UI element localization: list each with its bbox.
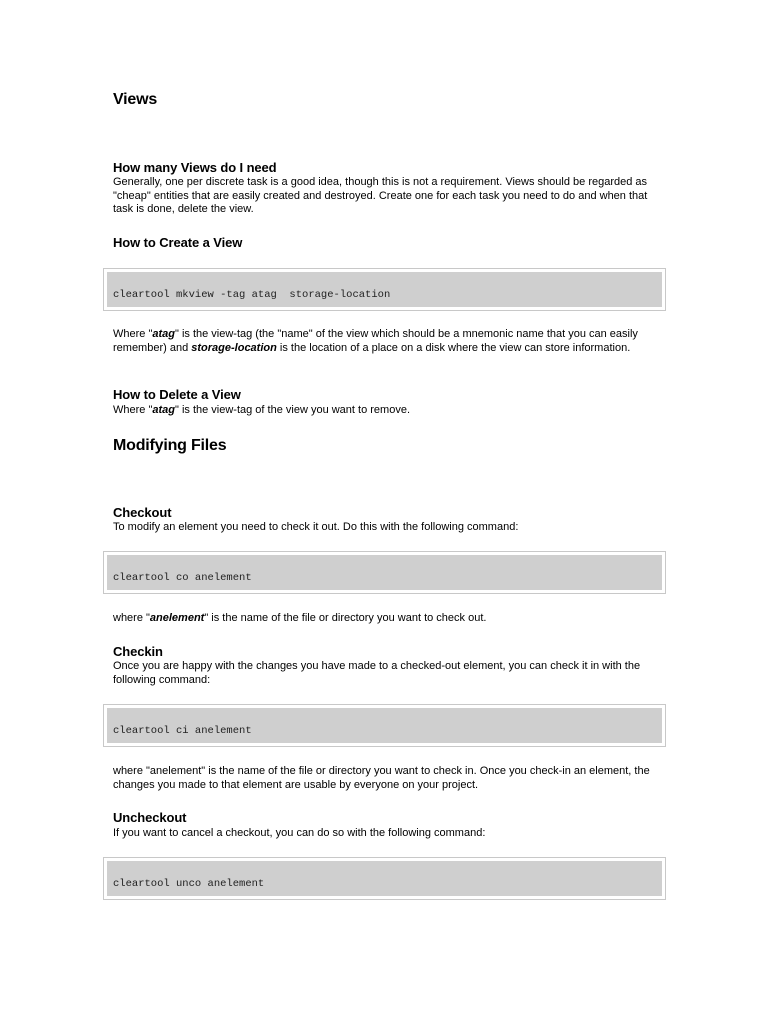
term-storage-location: storage-location [191,341,277,354]
heading-checkout: Checkout [113,505,172,520]
term-atag: atag [152,404,175,416]
code-block-checkin [103,704,666,747]
term-atag: atag [152,328,175,340]
paragraph-checkin: Once you are happy with the changes you have made to a checked-out element, you can check it in with the following command: [113,660,641,686]
paragraph-uncheckout: If you want to cancel a checkout, you can do so with the following command: [113,827,486,839]
code-text-mkview: cleartool mkview -tag atag storage-location [113,289,391,301]
heading-checkin: Checkin [113,644,163,659]
heading-create-view: How to Create a View [113,235,243,250]
section-title-views: Views [113,91,158,108]
heading-how-many-views: How many Views do I need [113,160,277,175]
paragraph-checkin-note: where "anelement" is the name of the file or directory you want to check in. Once you check-in an element, the changes you made to that element are usable by everyone on your project. [113,765,650,791]
code-block-mkview [103,268,666,311]
code-block-checkout [103,551,666,594]
code-block-uncheckout [103,857,666,900]
paragraph-checkout: To modify an element you need to check it out. Do this with the following command: [113,521,519,533]
section-title-modifying-files: Modifying Files [113,437,227,454]
code-text-checkout: cleartool co anelement [113,572,252,584]
paragraph-checkout-note: where "anelement" is the name of the file or directory you want to check out. [113,612,487,624]
paragraph-how-many-views: Generally, one per discrete task is a good idea, though this is not a requirement. Views should be regarded as "cheap" entities that are easily created and destroyed. Create one for each task you need to do and when that task is done, delete the view. [113,176,648,215]
code-text-uncheckout: cleartool unco anelement [113,878,265,890]
code-text-checkin: cleartool ci anelement [113,725,252,737]
heading-uncheckout: Uncheckout [113,810,187,825]
term-anelement: anelement [149,612,205,624]
paragraph-delete-view: Where "atag" is the view-tag of the view you want to remove. [113,404,410,416]
paragraph-create-view: Where "atag" is the view-tag (the "name" of the view which should be a mnemonic name that you can easily remember) and storage-location is the location of a place on a disk where the view can store information. [113,328,638,354]
heading-delete-view: How to Delete a View [113,387,241,402]
